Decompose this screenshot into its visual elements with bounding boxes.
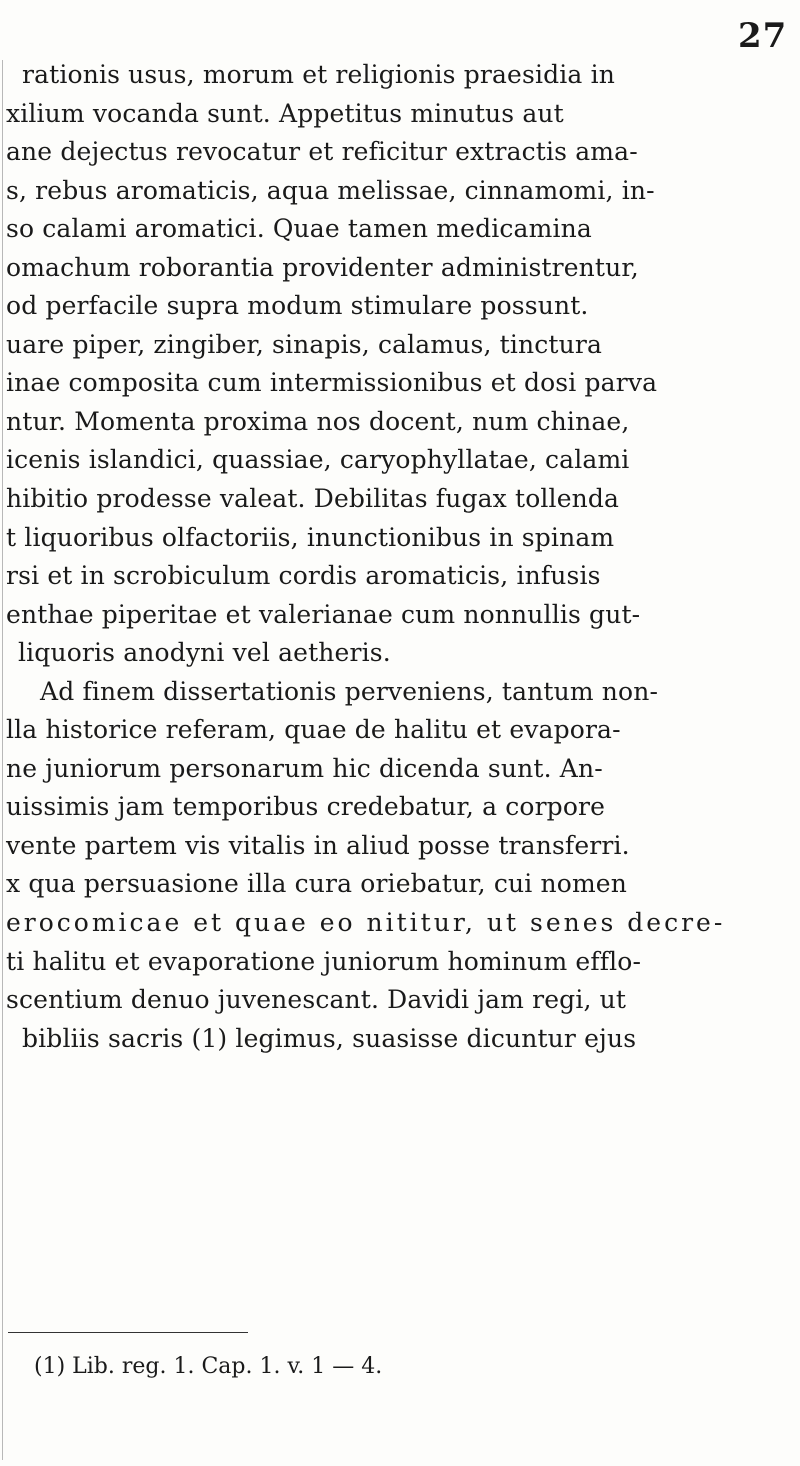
body-text <box>0 56 790 1058</box>
footnote: (1) Lib. reg. 1. Cap. 1. v. 1 — 4. <box>34 1354 383 1379</box>
text-line: erocomicae et quae eo nititur, ut senes decre- <box>6 908 726 938</box>
text-line: t liquoribus olfactoriis, inunctionibus in spinam <box>6 522 615 552</box>
text-line: ntur. Momenta proxima nos docent, num chinae, <box>6 406 630 436</box>
text-line: bibliis sacris (1) legimus, suasisse dicuntur ejus <box>22 1023 637 1053</box>
text-line: od perfacile supra modum stimulare possunt. <box>6 291 589 321</box>
footnote-divider <box>8 1332 248 1333</box>
text-line: liquoris anodyni vel aetheris. <box>18 638 391 668</box>
text-line: omachum roborantia providenter administrentur, <box>6 252 639 282</box>
text-line: s, rebus aromaticis, aqua melissae, cinnamomi, in- <box>6 175 655 205</box>
text-line: lla historice referam, quae de halitu et evapora- <box>6 715 621 745</box>
text-line: inae composita cum intermissionibus et dosi parva <box>6 368 658 398</box>
text-line: vente partem vis vitalis in aliud posse transferri. <box>6 830 630 860</box>
text-line: hibitio prodesse valeat. Debilitas fugax tollenda <box>6 484 620 514</box>
paragraph-start-line: Ad finem dissertationis perveniens, tantum non- <box>40 676 659 706</box>
text-line: uare piper, zingiber, sinapis, calamus, tinctura <box>6 329 602 359</box>
text-line: ane dejectus revocatur et reficitur extractis ama- <box>6 137 638 167</box>
text-line: so calami aromatici. Quae tamen medicamina <box>6 214 592 244</box>
text-line: icenis islandici, quassiae, caryophyllatae, calami <box>6 445 630 475</box>
text-line: scentium denuo juvenescant. Davidi jam regi, ut <box>6 985 627 1015</box>
text-line: xilium vocanda sunt. Appetitus minutus aut <box>6 98 564 128</box>
page-number: 27 <box>738 16 788 56</box>
text-line: enthae piperitae et valerianae cum nonnullis gut- <box>6 599 641 629</box>
text-line: x qua persuasione illa cura oriebatur, cui nomen <box>6 869 627 899</box>
text-line: rationis usus, morum et religionis praesidia in <box>22 60 615 89</box>
text-line: rsi et in scrobiculum cordis aromaticis, infusis <box>6 561 601 591</box>
text-line: ti halitu et evaporatione juniorum hominum efflo- <box>6 946 642 976</box>
text-line: uissimis jam temporibus credebatur, a corpore <box>6 792 606 822</box>
text-line: ne juniorum personarum hic dicenda sunt. An- <box>6 753 603 783</box>
